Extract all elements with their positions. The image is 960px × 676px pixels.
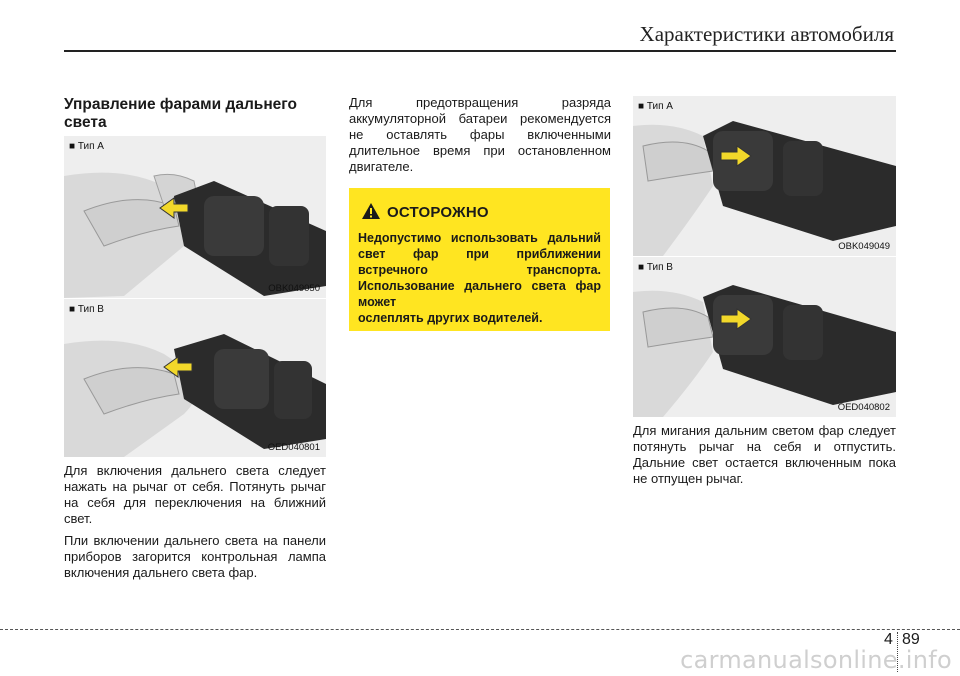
figure-type-label: ■ Тип B — [69, 304, 104, 315]
figure-code: OED040801 — [267, 442, 320, 453]
column-3-text — [633, 423, 896, 487]
column-1-text — [64, 463, 326, 581]
running-header: Характеристики автомобиля — [639, 22, 894, 46]
warning-triangle-icon — [361, 202, 381, 220]
watermark: carmanualsonline.info — [680, 646, 952, 674]
warning-box — [349, 188, 610, 331]
stalk-photo-image — [633, 96, 896, 256]
figure-type-b-push — [64, 299, 326, 457]
paragraph: Для мигания дальним светом фар следует потянуть рычаг на себя и отпустить. Дальние свет остается включенным пока не отпущен рычаг. — [633, 423, 896, 486]
figure-type-label: ■ Тип A — [69, 141, 104, 152]
header-rule — [64, 50, 896, 52]
figure-code: OED040802 — [837, 402, 890, 413]
paragraph: Пли включении дальнего света на панели приборов загорится контрольная лампа включения дальнего света фар. — [64, 533, 326, 580]
page-number: 89 — [902, 631, 920, 648]
chapter-number: 4 — [884, 631, 893, 648]
paragraph: Для включения дальнего света следует нажать на рычаг от себя. Потянуть рычаг на себя для переключения на ближний свет. — [64, 463, 326, 526]
stalk-photo-image — [633, 257, 896, 417]
warning-text — [358, 230, 601, 326]
figure-code: OBK049050 — [268, 283, 320, 294]
figure-type-b-pull — [633, 257, 896, 417]
figure-code: OBK049049 — [838, 241, 890, 252]
warning-text-main: Недопустимо использовать дальний свет фар при приближении встречного транспорта. Использование дальнего света фар может — [358, 231, 601, 309]
paragraph: Для предотвращения разряда аккумуляторной батареи рекомендуется не оставлять фары включенными длительное время при остановленном двигателе. — [349, 95, 611, 174]
stalk-photo-image — [64, 136, 326, 298]
stalk-photo-image — [64, 299, 326, 457]
figure-type-a-pull — [633, 96, 896, 256]
figure-type-label: ■ Тип A — [638, 101, 673, 112]
figure-type-a-push — [64, 136, 326, 298]
section-title: Управление фарами дальнего света — [64, 96, 298, 131]
section-heading-block — [64, 96, 326, 132]
warning-title: ОСТОРОЖНО — [387, 204, 489, 221]
warning-heading — [361, 202, 489, 221]
column-2-text — [349, 95, 611, 175]
warning-text-last: ослеплять других водителей. — [358, 311, 543, 325]
footer-rule — [0, 629, 960, 630]
figure-type-label: ■ Тип B — [638, 262, 673, 273]
